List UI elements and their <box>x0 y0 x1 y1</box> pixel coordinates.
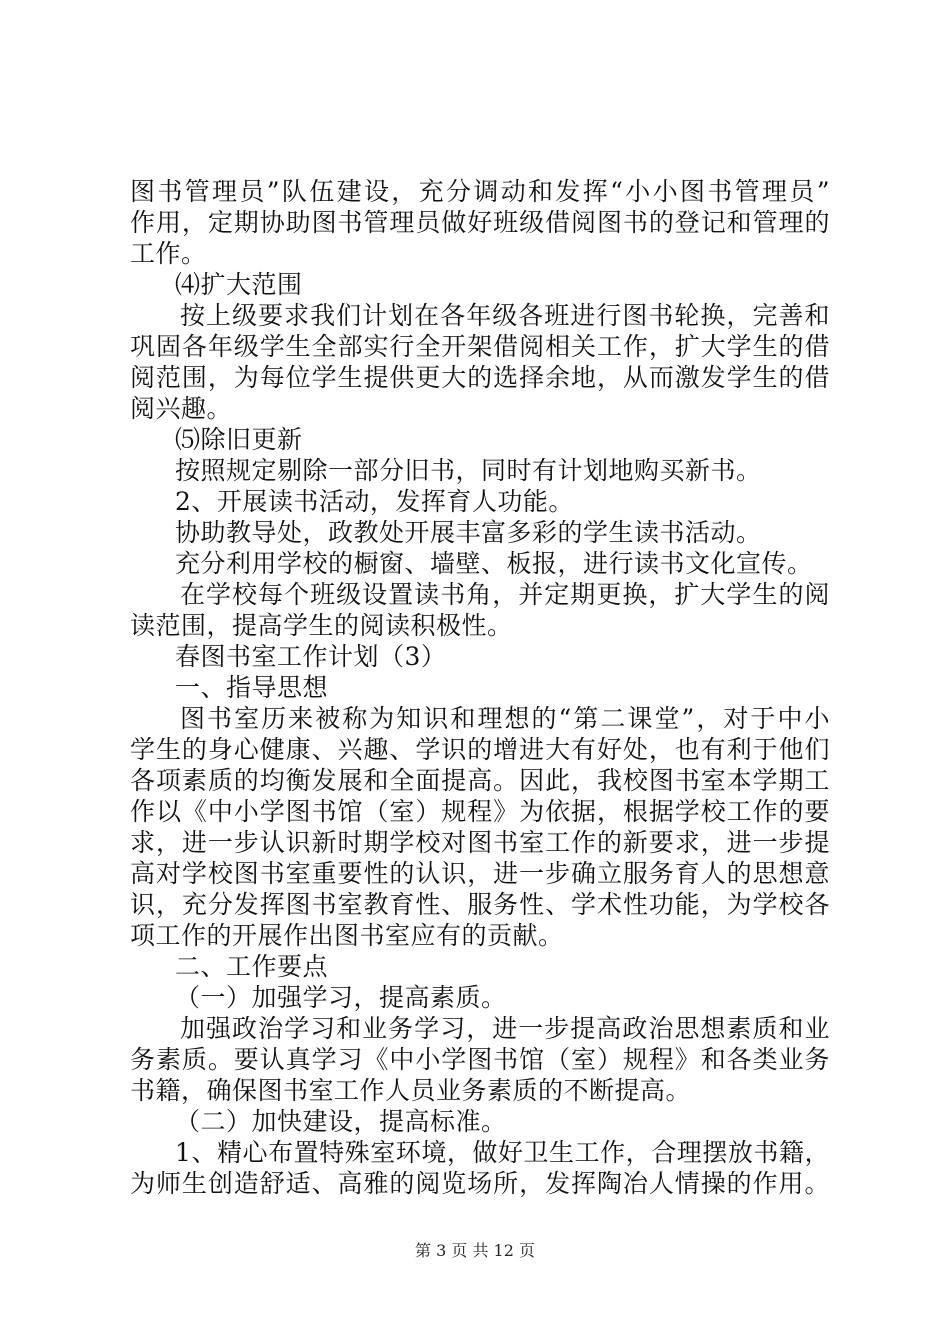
text-line: 加强政治学习和业务学习，进一步提高政治思想素质和业 <box>180 1014 830 1043</box>
text-line: 阅范围，为每位学生提供更大的选择余地，从而激发学生的借 <box>130 363 830 392</box>
text-line: 巩固各年级学生全部实行全开架借阅相关工作，扩大学生的借 <box>130 332 830 361</box>
text-line: 1、精心布置特殊室环境，做好卫生工作，合理摆放书籍， <box>175 1138 830 1167</box>
text-line: 图书室历来被称为知识和理想的“第二课堂”，对于中小 <box>180 704 830 733</box>
text-line: 充分利用学校的橱窗、墙壁、板报，进行读书文化宣传。 <box>175 549 813 578</box>
text-line: 求，进一步认识新时期学校对图书室工作的新要求，进一步提 <box>130 828 830 857</box>
section-heading: 二、工作要点 <box>175 952 329 981</box>
section-title: 春图书室工作计划（3） <box>175 642 447 671</box>
section-heading: ⑷扩大范围 <box>175 270 303 299</box>
text-line: 项工作的开展作出图书室应有的贡献。 <box>130 921 564 950</box>
text-line: 作用，定期协助图书管理员做好班级借阅图书的登记和管理的 <box>130 208 830 237</box>
subsection-heading: （一）加强学习，提高素质。 <box>175 983 507 1012</box>
text-line: 高对学校图书室重要性的认识，进一步确立服务育人的思想意 <box>130 859 830 888</box>
subsection-heading: （二）加快建设，提高标准。 <box>175 1107 507 1136</box>
text-line: 按照规定剔除一部分旧书，同时有计划地购买新书。 <box>175 456 762 485</box>
section-heading: ⑸除旧更新 <box>175 425 303 454</box>
text-line: 工作。 <box>130 239 207 268</box>
section-heading: 一、指导思想 <box>175 673 329 702</box>
text-line: 学生的身心健康、兴趣、学识的增进大有好处，也有利于他们 <box>130 735 830 764</box>
text-line: 在学校每个班级设置读书角，并定期更换，扩大学生的阅 <box>180 580 830 609</box>
text-line: 各项素质的均衡发展和全面提高。因此，我校图书室本学期工 <box>130 766 830 795</box>
text-line: 识，充分发挥图书室教育性、服务性、学术性功能，为学校各 <box>130 890 830 919</box>
text-line: 阅兴趣。 <box>130 394 233 423</box>
text-line: 为师生创造舒适、高雅的阅览场所，发挥陶冶人情操的作用。 <box>130 1169 830 1198</box>
text-line: 作以《中小学图书馆（室）规程》为依据，根据学校工作的要 <box>130 797 830 826</box>
text-line: 协助教导处，政教处开展丰富多彩的学生读书活动。 <box>175 518 762 547</box>
text-line: 务素质。要认真学习《中小学图书馆（室）规程》和各类业务 <box>130 1045 830 1074</box>
section-heading: 2、开展读书活动，发挥育人功能。 <box>175 487 574 516</box>
text-line: 图书管理员”队伍建设，充分调动和发挥“小小图书管理员” <box>130 177 830 206</box>
text-line: 书籍，确保图书室工作人员业务素质的不断提高。 <box>130 1076 692 1105</box>
text-line: 读范围，提高学生的阅读积极性。 <box>130 611 513 640</box>
page-footer: 第 3 页 共 12 页 <box>415 1241 535 1260</box>
text-line: 按上级要求我们计划在各年级各班进行图书轮换，完善和 <box>180 301 830 330</box>
